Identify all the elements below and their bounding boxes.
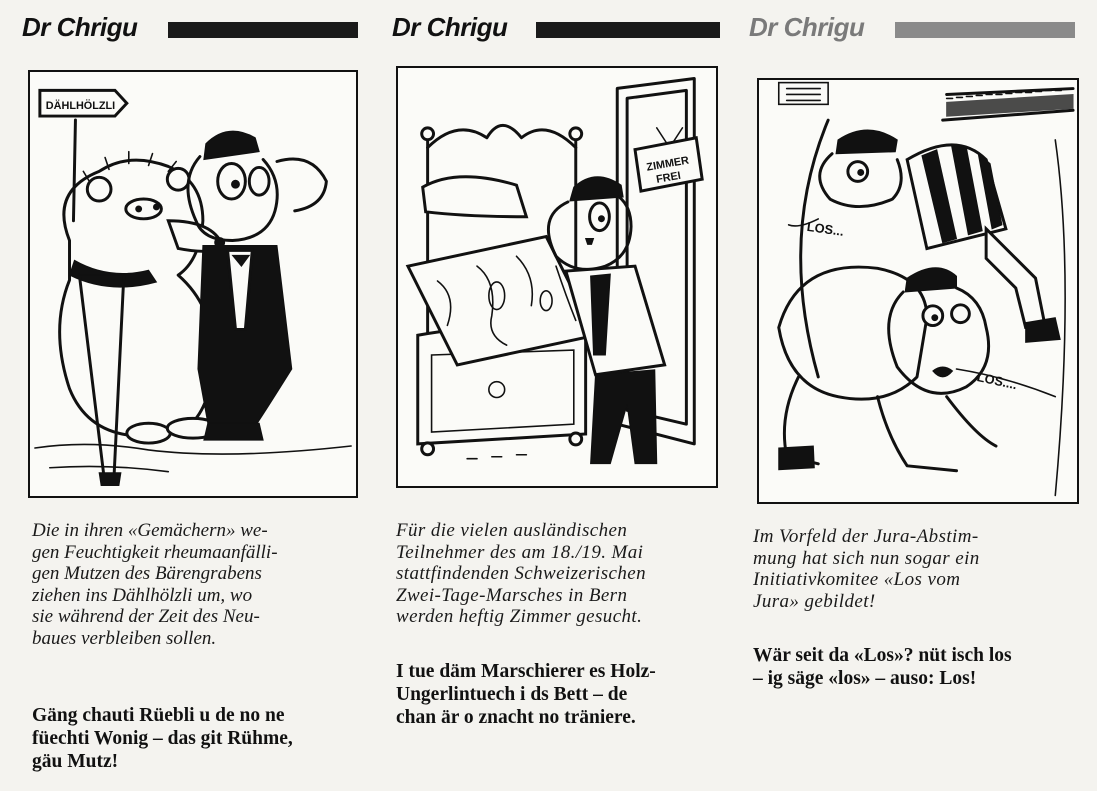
zimmer-sign-line1: ZIMMER [645,154,690,174]
cartoon-caption [753,526,1079,612]
punchline-line: gäu Mutz! [32,751,119,772]
header-bar [168,22,358,38]
caption-line: stattfindenden Schweizerischen [396,563,646,584]
zimmer-sign-line2: FREI [655,169,682,186]
caption-line: werden heftig Zimmer gesucht. [396,606,643,627]
bear-illustration [30,72,356,496]
punchline-line: Gäng chauti Rüebli u de no ne [32,705,285,726]
caption-line: Initiativkomitee «Los vom [753,569,961,590]
signpost-label: DÄHLHÖLZLI [45,100,116,113]
crouching-man [779,267,1056,471]
shout-los-2: LOS.... [975,369,1019,393]
caption-line: gen Mutzen des Bärengrabens [32,563,262,584]
punchline-line: Wär seit da «Los»? nüt isch los [753,645,1012,666]
cartoon-panel [28,70,358,498]
caption-line: gen Feuchtigkeit rheumaanfälli- [32,541,278,563]
caption-line: Die in ihren «Gemächern» we- [32,520,268,541]
caption-line: Im Vorfeld der Jura-Abstim- [753,526,979,547]
cartoon-punchline [396,660,726,729]
punchline-line: – ig säge «los» – auso: Los! [753,668,977,689]
header-bar [895,22,1075,38]
cartoon-panel [757,78,1079,504]
brand-title: Dr Chrigu [22,12,138,42]
caption-line: Jura» gebildet! [753,590,876,612]
brand-title: Dr Chrigu [392,12,508,42]
signpost [40,90,127,220]
punchline-line: I tue däm Marschierer es Holz- [396,661,656,682]
man-in-hat [188,131,326,440]
caption-line: sie während der Zeit des Neu- [32,606,260,627]
cartoon-panel [396,66,718,488]
cartoon-punchline [753,644,1083,690]
race-illustration [759,80,1077,502]
header-bar [536,22,720,38]
punchline-line: Ungerlintuech i ds Bett – de [396,684,628,705]
caption-line: Für die vielen ausländischen [396,520,628,541]
caption-line: mung hat sich nun sogar ein [753,547,980,569]
punchline-line: füechti Wonig – das git Rühme, [32,728,293,749]
caption-line: ziehen ins Dählhölzli um, wo [32,584,253,606]
brand-title: Dr Chrigu [749,12,865,42]
bed-illustration [398,68,716,486]
cartoon-header [388,12,724,48]
cartoon-punchline [32,704,372,773]
punchline-line: chan är o znacht no träniere. [396,707,636,728]
shout-los-1: LOS... [805,218,845,239]
caption-line: Zwei-Tage-Marsches in Bern [396,584,628,606]
cartoon-header [745,12,1085,48]
cartoon-caption [32,520,362,649]
caption-line: baues verbleiben sollen. [32,627,217,649]
caption-line: Teilnehmer des am 18./19. Mai [396,541,644,563]
cartoon-header [18,12,358,48]
cartoon-caption [396,520,722,628]
